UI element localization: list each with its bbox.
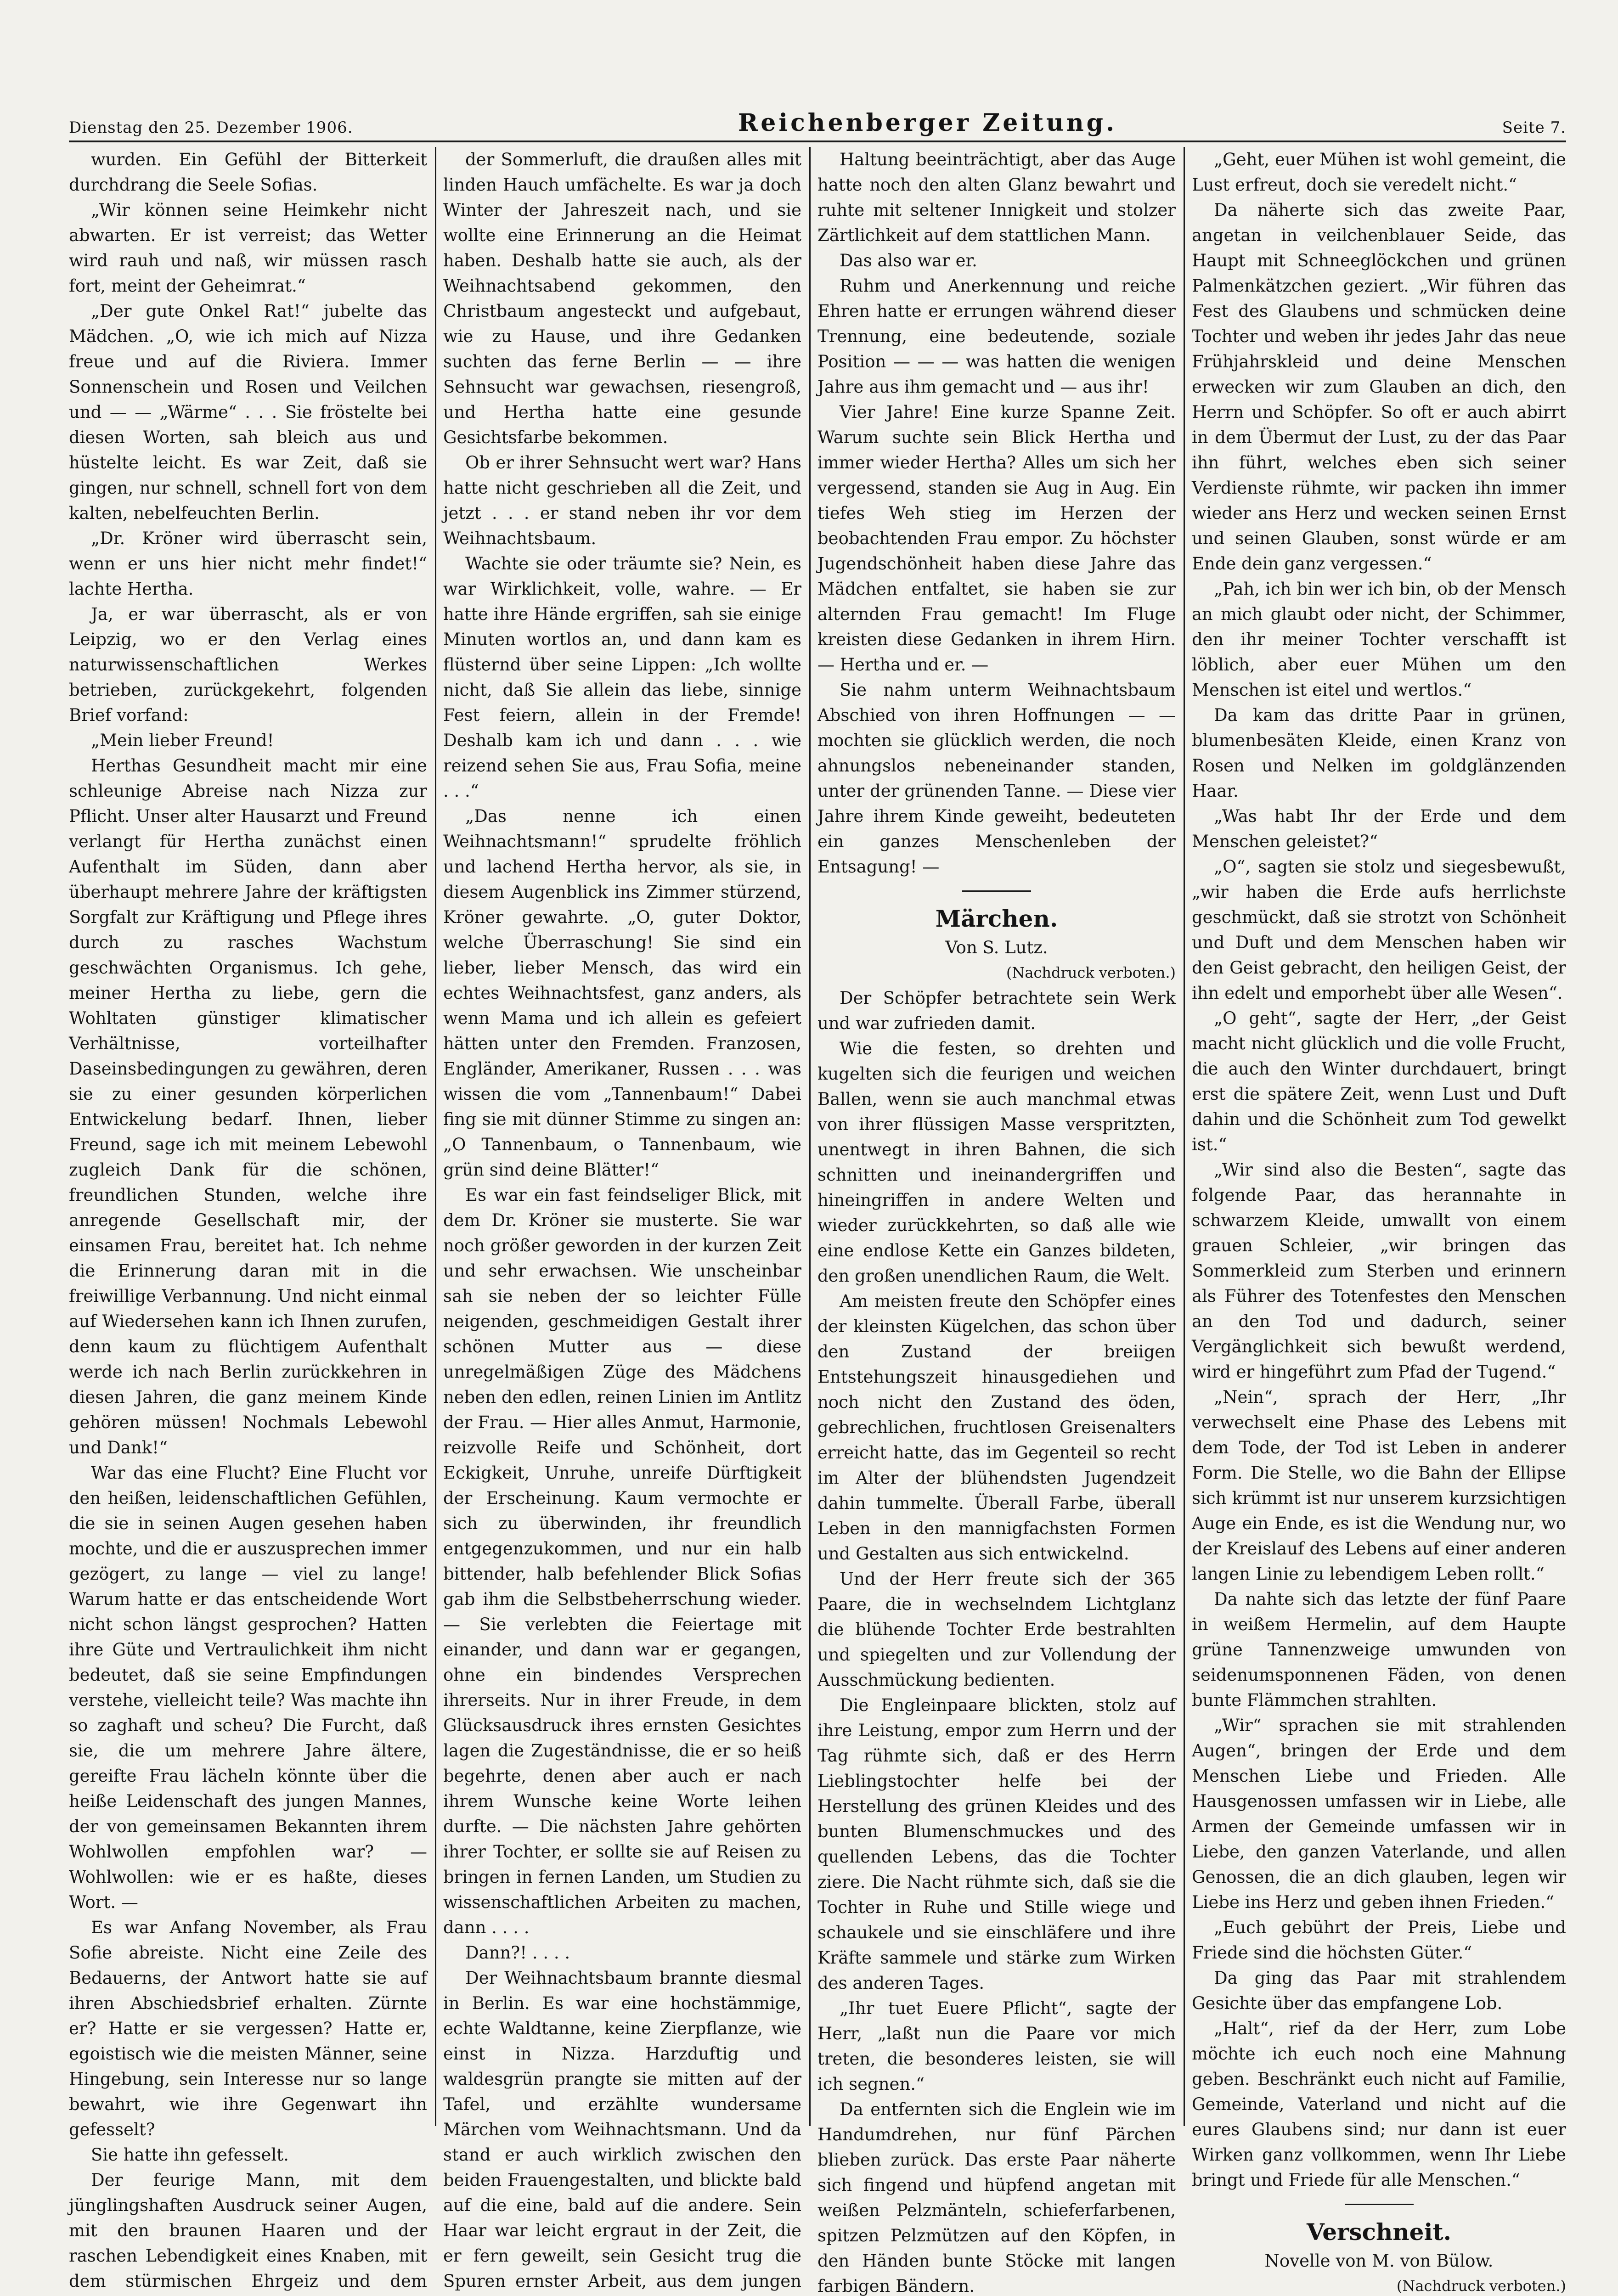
paragraph: Haltung beeinträchtigt, aber das Auge hatte noch den alten Glanz bewahrt und ruhte mit seltener Innigkeit und stolzer Zärtlichkeit auf dem stattlichen Mann. (817, 150, 1176, 245)
paragraph: Sie hatte ihn gefesselt. (91, 2145, 289, 2165)
letter-salutation: „Mein lieber Freund! (91, 731, 274, 750)
paragraph: „Das nenne ich einen Weihnachtsmann!“ sprudelte fröhlich und lachend Hertha hervor, als sie, in diesem Augenblick ins Zimmer stürzend, Kröner gewahrte. „O, guter Doktor, welche Überraschung! Sie sind ein lieber, lieber Mensch, das wird ein echtes Weihnachtsfest, ganz anders, als wenn Mama und ich allein es gefeiert hätten unter den Fremden. Franzosen, Engländer, Amerikaner, Russen . . . was wissen die vom „Tannenbaum!“ Dabei fing sie mit dünner Stimme zu singen an: „O Tannenbaum, o Tannenbaum, wie grün sind deine Blätter!“ (443, 806, 801, 1180)
paragraph: Und der Herr freute sich der 365 Paare, die in wechselndem Lichtglanz die blühende Tochter Erde bestrahlten und spiegelten und zur Vollendung der Ausschmückung bedienten. (817, 1569, 1176, 1690)
reprint-notice: (Nachdruck verboten.) (1006, 964, 1176, 981)
paragraph: „Was habt Ihr der Erde und dem Menschen geleistet?“ (1192, 806, 1566, 851)
paragraph: der Sommerluft, die draußen alles mit linden Hauch umfächelte. Es war ja doch Winter der Jahreszeit nach, und sie wollte eine Erinnerung an die Heimat haben. Deshalb hatte sie auch, als der Weihnachtsabend gekommen, den Christbaum angesteckt und aufgebaut, wie zu Hause, und ihre Gedanken suchten das ferne Berlin — — ihre Sehnsucht war gewachsen, riesengroß, und Hertha hatte eine gesunde Gesichtsfarbe bekommen. (443, 150, 801, 447)
paragraph: Ob er ihrer Sehnsucht wert war? Hans hatte nicht geschrieben all die Zeit, und jetzt . . . er stand neben ihr vor dem Weihnachtsbaum. (443, 453, 801, 548)
paragraph: „O geht“, sagte der Herr, „der Geist macht nicht glücklich und die volle Frucht, die auch den Winter durchdauert, bringt erst die spätere Zeit, wenn Lust und Duft dahin und die Schönheit zum Tod gewelkt ist.“ (1192, 1008, 1566, 1154)
paragraph: Der feurige Mann, mit dem jünglingshaften Ausdruck seiner Augen, mit den braunen Haaren und der raschen Lebendigkeit eines Knaben, mit dem stürmischen Ehrgeiz und dem (69, 2170, 427, 2291)
column-divider (809, 147, 811, 2126)
paragraph: „Der gute Onkel Rat!“ jubelte das Mädchen. „O, wie ich mich auf Nizza freue und auf die Riviera. Immer Sonnenschein und Rosen und Veilchen und — — „Wärme“ . . . Sie fröstelte bei diesen Worten, sah bleich aus und hüstelte leicht. Es war Zeit, daß sie gingen, nur schnell, schnell fort von dem kalten, nebelfeuchten Berlin. (69, 301, 427, 523)
paragraph: Der Weihnachtsbaum brannte diesmal in Berlin. Es war eine hochstämmige, echte Waldtanne, keine Zierpflanze, wie einst in Nizza. Harzduftig und waldesgrün prangte sie mitten auf der Tafel, und erzählte wundersame Märchen vom Weihnachtsmann. Und da stand er auch wirklich zwischen den beiden Frauengestalten, und blickte bald auf die eine, bald auf die andere. Sein Haar war leicht ergraut in der Zeit, die er fern geweilt, sein Gesicht trug die Spuren ernster Arbeit, aus dem jungen (443, 1968, 801, 2291)
paragraph: Es war ein fast feindseliger Blick, mit dem Dr. Kröner sie musterte. Sie war noch größer geworden in der kurzen Zeit und sehr erwachsen. Wie unscheinbar sah sie neben der so leichter Fülle neigenden, geschmeidigen Gestalt ihrer schönen Mutter aus — diese unregelmäßigen Züge des Mädchens neben den edlen, reinen Linien im Antlitz der Frau. — Hier alles Anmut, Harmonie, reizvolle Reife und Schönheit, dort Eckigkeit, Unruhe, unreife Dürftigkeit der Erscheinung. Kaum vermochte er sich zu überwinden, ihr freundlich entgegenzukommen, und nur ein halb bittender, halb befehlender Blick Sofias gab ihm die Selbstbeherrschung wieder. — Sie verlebten die Feiertage mit einander, und dann war er gegangen, ohne ein bindendes Versprechen ihrerseits. Nur in ihrer Freude, in dem Glücksausdruck ihres ernsten Gesichtes lagen die Zugeständnisse, die er so heiß begehrte, denen aber auch er nach ihrem Wunsche keine Worte leihen durfte. — Die nächsten Jahre gehörten ihrer Tochter, er sollte sie auf Reisen zu bringen in fernen Landen, um Studien zu wissenschaftlichen Arbeiten zu machen, dann . . . . (443, 1185, 801, 1937)
section-title-verschneit: Verschneit. (1307, 2218, 1451, 2245)
paragraph: „Geht, euer Mühen ist wohl gemeint, die Lust erfreut, doch sie veredelt nicht.“ (1192, 150, 1566, 195)
header-rule (69, 141, 1566, 142)
paragraph: Wachte sie oder träumte sie? Nein, es war Wirklichkeit, volle, wahre. — Er hatte ihre Hände ergriffen, sah sie einige Minuten wortlos an, und dann kam es flüsternd über seine Lippen: „Ich wollte nicht, daß Sie allein das liebe, sinnige Fest feiern, allein in der Fremde! Deshalb kam ich und dann . . . wie reizend sehen Sie aus, Frau Sofia, meine . . .“ (443, 554, 801, 801)
paragraph: Vier Jahre! Eine kurze Spanne Zeit. Warum suchte sein Blick Hertha und immer wieder Hertha? Alles um sich her vergessend, standen sie Aug in Aug. Ein tiefes Weh stieg im Herzen der beobachtenden Frau empor. Zu höchster Jugendschönheit haben diese Jahre das Mädchen entfaltet, sie haben sie zur alternden Frau gemacht! Im Fluge kreisten diese Gedanken in ihrem Hirn. — Hertha und er. — (817, 402, 1176, 675)
column-3 (817, 147, 1176, 2296)
paragraph: „Wir sind also die Besten“, sagte das folgende Paar, das herannahte in schwarzem Kleide, umwallt von einem grauen Schleier, „wir bringen das Sommerkleid zum Sterben und erinnern als Führer des Totenfestes den Menschen an den Tod und dadurch, seiner Vergänglichkeit sich bewußt werdend, wird er hingeführt zum Pfad der Tugend.“ (1192, 1160, 1566, 1382)
page-header (69, 107, 1566, 137)
section-title-maerchen: Märchen. (935, 905, 1058, 932)
paragraph: „Dr. Kröner wird überrascht sein, wenn er uns hier nicht mehr findet!“ lachte Hertha. (69, 529, 427, 599)
paragraph: Da kam das dritte Paar in grünen, blumenbesäten Kleide, einen Kranz von Rosen und Nelken im goldglänzenden Haar. (1192, 705, 1566, 801)
paragraph: Am meisten freute den Schöpfer eines der kleinsten Kügelchen, das schon über den Zustand der breiigen Entstehungszeit hinausgediehen und noch nicht den Zustand des öden, gebrechlichen, fruchtlosen Greisenalters erreicht hatte, das im Gegenteil so recht im Alter der blühendsten Jugendzeit dahin tummelte. Überall Farbe, überall Leben in den mannigfachsten Formen und Gestalten aus sich entwickelnd. (817, 1291, 1176, 1564)
paragraph: „Euch gebührt der Preis, Liebe und Friede sind die höchsten Güter.“ (1192, 1918, 1566, 1963)
paragraph: Dann?! . . . . (465, 1943, 570, 1963)
paragraph: Da nahte sich das letzte der fünf Paare in weißem Hermelin, auf dem Haupte grüne Tannenzweige umwunden von seidenumsponnenen Fäden, von denen bunte Flämmchen strahlten. (1192, 1589, 1566, 1710)
paragraph: War das eine Flucht? Eine Flucht vor den heißen, leidenschaftlichen Gefühlen, die sie in seinen Augen gesehen haben mochte, und die er auszusprechen immer gezögert, zu lange — viel zu lange! Warum hatte er das entscheidende Wort nicht schon längst gesprochen? Hatten ihre Güte und Vertraulichkeit ihm nicht bedeutet, daß sie seine Empfindungen verstehe, vielleicht teile? Was machte ihn so zaghaft und scheu? Die Furcht, daß sie, die um mehrere Jahre ältere, gereifte Frau lächeln könnte über die heiße Leidenschaft des jungen Mannes, der von gemeinsamen Bekannten ihrem Wohlwollen empfohlen war? — Wohlwollen: wie er es haßte, dieses Wort. — (69, 1463, 427, 1912)
paragraph: Ruhm und Anerkennung und reiche Ehren hatte er errungen während dieser Trennung, eine bedeutende, soziale Position — — — was hatten die wenigen Jahre aus ihm gemacht und — aus ihr! (817, 276, 1176, 397)
section-divider (962, 890, 1031, 892)
section-divider (1345, 2204, 1414, 2205)
paragraph: Sie nahm unterm Weihnachtsbaum Abschied von ihren Hoffnungen — — mochten sie glücklich werden, die noch ahnungslos nebeneinander standen, unter der grünenden Tanne. — Diese vier Jahre ihrem Kinde geweiht, bedeuteten ein ganzes Menschenleben der Entsagung! — (817, 680, 1176, 877)
column-1 (69, 147, 427, 2291)
paragraph: „Nein“, sprach der Herr, „Ihr verwechselt eine Phase des Lebens mit dem Tode, der Tod ist Leben in anderer Form. Die Stelle, wo die Bahn der Ellipse sich krümmt ist nur unserem kurzsichtigen Auge ein Ende, es ist die Wendung nur, wo der Kreislauf des Lebens auf einer anderen langen Linie zu lebendigem Leben rollt.“ (1192, 1387, 1566, 1584)
paragraph: „Halt“, rief da der Herr, zum Lobe möchte ich euch noch eine Mahnung geben. Beschränkt euch nicht auf Familie, Gemeinde, Vaterland und nicht auf die eures Glaubens sind; nur dann ist euer Wirken ganz vollkommen, wenn Ihr Liebe bringt und Friede für alle Menschen.“ (1192, 2019, 1566, 2190)
paragraph: Das also war er. (840, 251, 977, 270)
column-4 (1192, 147, 1566, 2295)
paragraph: „Ihr tuet Euere Pflicht“, sagte der Herr, „laßt nun die Paare vor mich treten, die besonderes leisten, sie will ich segnen.“ (817, 1998, 1176, 2094)
paragraph: „Wir“ sprachen sie mit strahlenden Augen“, bringen der Erde und dem Menschen Liebe und Frieden. Alle Hausgenossen umfassen wir in Liebe, alle Armen der Gemeinde umfassen wir in Liebe, den ganzen Vaterlande, und allen Genossen, die an dich glauben, legen wir Liebe ins Herz und geben ihnen Frieden.“ (1192, 1716, 1566, 1912)
paragraph: Der Schöpfer betrachtete sein Werk und war zufrieden damit. (817, 988, 1176, 1033)
paragraph: „Wir können seine Heimkehr nicht abwarten. Er ist verreist; das Wetter wird rauh und naß, wir müssen rasch fort, meint der Geheimrat.“ (69, 200, 427, 296)
paragraph: Da ging das Paar mit strahlendem Gesichte über das empfangene Lob. (1192, 1968, 1566, 2013)
column-divider (435, 147, 436, 2126)
paragraph: Da näherte sich das zweite Paar, angetan in veilchenblauer Seide, das Haupt mit Schneeglöckchen und grünen Palmenkätzchen geziert. „Wir führen das Fest des Glaubens und schmücken deine Tochter und weben ihr jedes Jahr das neue Frühjahrskleid und deine Menschen erwecken wir zum Glauben an dich, den Herrn und Schöpfer. So oft er auch abirrt in dem Übermut der Lust, zu der das Paar ihn führt, welches eben sich seiner Verdienste rühmte, wir packen ihn immer wieder ans Herz und wecken seinen Ernst und seinen Glauben, sonst würde er am Ende dein ganz vergessen.“ (1192, 200, 1566, 574)
issue-date: Dienstag den 25. Dezember 1906. (69, 118, 353, 137)
column-divider (1184, 147, 1185, 2126)
section-author: Von S. Lutz. (945, 938, 1048, 957)
masthead-title: Reichenberger Zeitung. (738, 109, 1117, 137)
column-2 (443, 147, 801, 2291)
paragraph: „O“, sagten sie stolz und siegesbewußt, „wir haben die Erde aufs herrlichste geschmückt, daß sie strotzt von Schönheit und Duft und dem Menschen haben wir den Geist gebracht, den heiligen Geist, der ihn edelt und emporhebt über alle Wesen“. (1192, 857, 1566, 1003)
paragraph: „Pah, ich bin wer ich bin, ob der Mensch an mich glaubt oder nicht, der Schimmer, den ihr meiner Tochter verschafft ist löblich, aber euer Mühen um den Menschen ist eitel und wertlos.“ (1192, 579, 1566, 700)
reprint-notice: (Nachdruck verboten.) (1396, 2277, 1566, 2295)
paragraph: Die Engleinpaare blickten, stolz auf ihre Leistung, empor zum Herrn und der Tag rühmte sich, daß er des Herrn Lieblingstochter helfe bei der Herstellung des grünen Kleides und des bunten Blumenschmuckes und des quellenden Lebens, das die Tochter ziere. Die Nacht rühmte sich, daß sie die Tochter in Ruhe und Stille wiege und schaukele und sie einschläfere und ihre Kräfte sammele und stärke zum Wirken des anderen Tages. (817, 1695, 1176, 1993)
page-number: Seite 7. (1502, 118, 1566, 137)
paragraph: Wie die festen, so drehten und kugelten sich die feurigen und weichen Ballen, wenn sie auch manchmal etwas von ihrer flüssigen Masse verspritzten, unentwegt in ihren Bahnen, die sich schnitten und ineinandergriffen und hineingriffen in andere Welten und wieder zurückkehrten, so daß alle wie eine endlose Kette ein Ganzes bildeten, den großen unendlichen Raum, die Welt. (817, 1039, 1176, 1286)
section-author: Novelle von M. von Bülow. (1264, 2251, 1494, 2271)
paragraph: Ja, er war überrascht, als er von Leipzig, wo er den Verlag eines naturwissenschaftlichen Werkes betrieben, zurückgekehrt, folgenden Brief vorfand: (69, 604, 427, 725)
paragraph: Da entfernten sich die Englein wie im Handumdrehen, nur fünf Pärchen blieben zurück. Das erste Paar näherte sich fingend und hüpfend angetan mit weißen Pelzmänteln, schieferfarbenen, spitzen Pelzmützen auf den Köpfen, in den Händen bunte Stöcke mit langen farbigen Bändern. (817, 2099, 1176, 2296)
paragraph: Herthas Gesundheit macht mir eine schleunige Abreise nach Nizza zur Pflicht. Unser alter Hausarzt und Freund verlangt für Hertha zunächst einen Aufenthalt im Süden, dann aber überhaupt mehrere Jahre der kräftigsten Sorgfalt zur Kräftigung und Pflege ihres durch zu rasches Wachstum geschwächten Organismus. Ich gehe, meiner Hertha zu liebe, gern die Wohltaten günstiger klimatischer Verhältnisse, vorteilhafter Daseinsbedingungen zu gewähren, deren sie zu einer gesunden körperlichen Entwickelung bedarf. Ihnen, lieber Freund, sage ich mit meinem Lebewohl zugleich Dank für die schönen, freundlichen Stunden, welche ihre anregende Gesellschaft mir, der einsamen Frau, bereitet hat. Ich nehme die Erinnerung daran mit in die freiwillige Verbannung. Und nicht einmal auf Wiedersehen kann ich Ihnen zurufen, denn kaum zu flüchtigem Aufenthalt werde ich nach Berlin zurückkehren in diesen Jahren, die ganz meinem Kinde gehören müssen! Nochmals Lebewohl und Dank!“ (69, 756, 427, 1458)
paragraph: Es war Anfang November, als Frau Sofie abreiste. Nicht eine Zeile des Bedauerns, der Antwort hatte sie auf ihren Abschiedsbrief erhalten. Zürnte er? Hatte er sie vergessen? Hatte er, egoistisch wie die meisten Männer, seine Hingebung, sein Interesse nur so lange bewahrt, wie ihre Gegenwart ihn gefesselt? (69, 1918, 427, 2139)
paragraph: wurden. Ein Gefühl der Bitterkeit durchdrang die Seele Sofias. (69, 150, 427, 195)
